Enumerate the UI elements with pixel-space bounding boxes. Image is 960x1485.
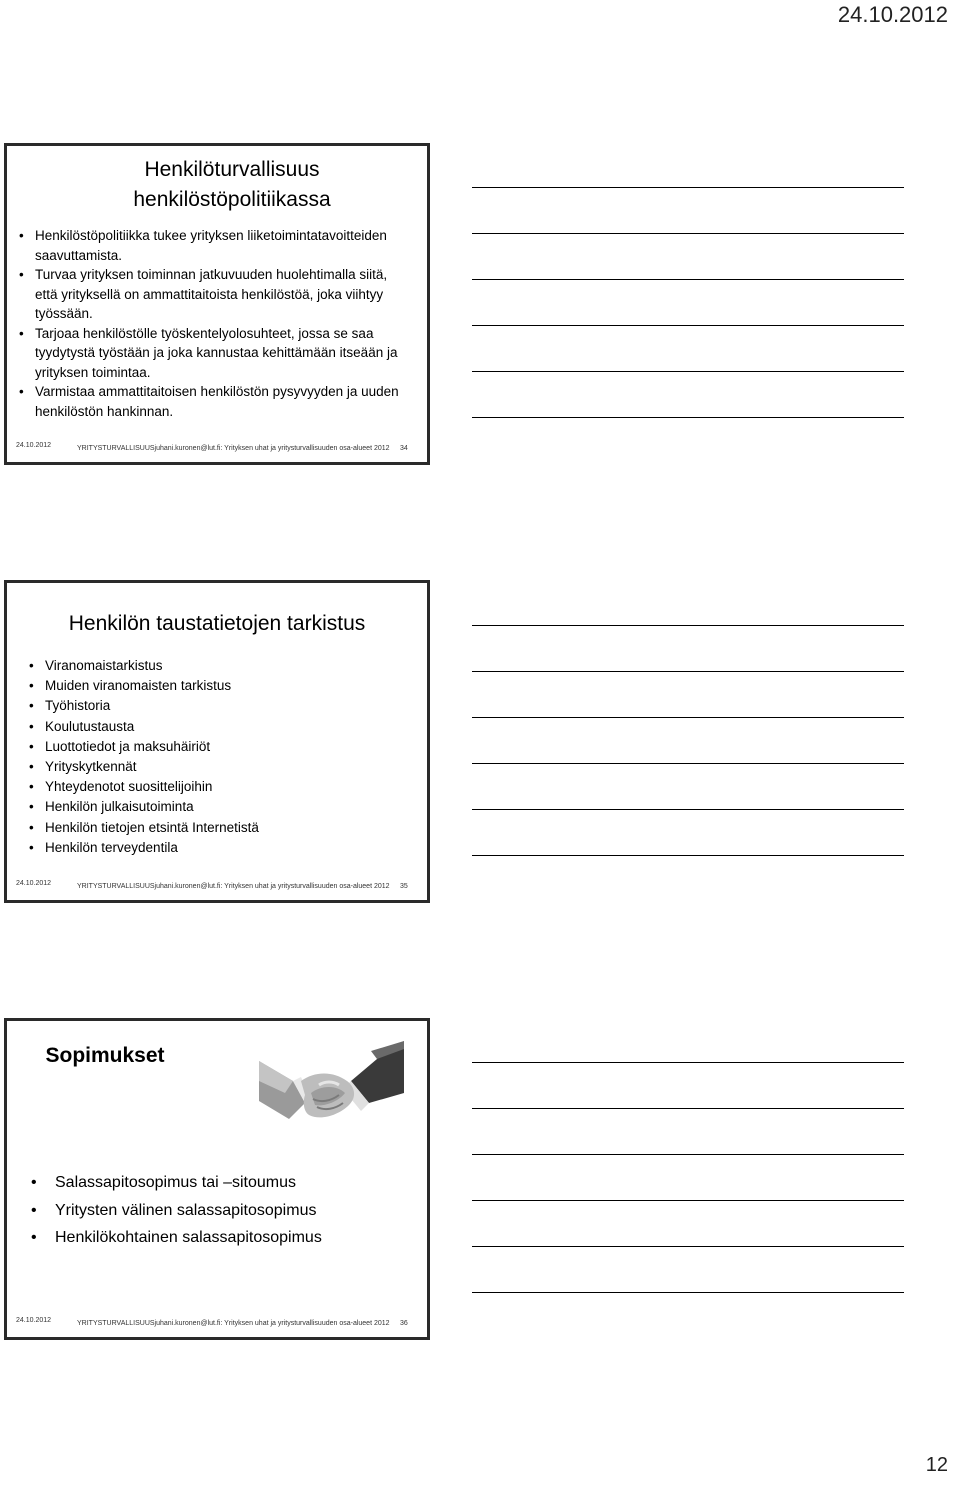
- note-line: [472, 417, 904, 418]
- handshake-icon: [259, 1041, 404, 1141]
- note-line: [472, 233, 904, 234]
- slide-title: Henkilöturvallisuus henkilöstöpolitiikassa: [133, 158, 331, 211]
- slide-34: [4, 143, 430, 465]
- list-item: • Henkilöstöpolitiikka tukee yrityksen liiketoimintatavoitteiden saavuttamista.: [17, 226, 413, 265]
- list-item: • Yritysten välinen salassapitosopimus: [29, 1197, 417, 1225]
- note-line: [472, 671, 904, 672]
- note-line: [472, 1108, 904, 1109]
- note-line: [472, 855, 904, 856]
- note-line: [472, 1200, 904, 1201]
- list-item: • Turvaa yrityksen toiminnan jatkuvuuden huolehtimalla siitä, että yrityksellä on ammattitaitoista henkilöstöä, joka viihtyy työssään.: [17, 265, 413, 324]
- note-line: [472, 1292, 904, 1293]
- slide-footer: [7, 1317, 427, 1329]
- list-item: • Työhistoria: [27, 696, 417, 716]
- list-item: • Yhteydenotot suosittelijoihin: [27, 777, 417, 797]
- list-item: • Henkilökohtainen salassapitosopimus: [29, 1224, 417, 1252]
- note-line: [472, 325, 904, 326]
- list-item: • Luottotiedot ja maksuhäiriöt: [27, 737, 417, 757]
- footer-text: YRITYSTURVALLISUUSjuhani.kuronen@lut.fi: Yrityksen uhat ja yritysturvallisuuden osa-alueet 2012: [77, 883, 390, 890]
- slide-number: 34: [400, 445, 408, 452]
- note-line: [472, 371, 904, 372]
- note-line: [472, 809, 904, 810]
- note-line: [472, 1246, 904, 1247]
- page-number: 12: [925, 1454, 948, 1476]
- list-item: • Varmistaa ammattitaitoisen henkilöstön pysyvyyden ja uuden henkilöstön hankinnan.: [17, 382, 413, 421]
- slide-36: [4, 1018, 430, 1340]
- note-line: [472, 625, 904, 626]
- slide-number: 36: [400, 1320, 408, 1327]
- footer-date: 24.10.2012: [16, 880, 52, 887]
- list-item: • Salassapitosopimus tai –sitoumus: [29, 1169, 417, 1197]
- list-item: • Henkilön julkaisutoiminta: [27, 797, 417, 817]
- list-item: • Henkilön terveydentila: [27, 838, 417, 858]
- bullet-list: [17, 226, 413, 421]
- list-item: • Henkilön tietojen etsintä Internetistä: [27, 818, 417, 838]
- list-item: • Koulutustausta: [27, 717, 417, 737]
- note-line: [472, 187, 904, 188]
- list-item: • Yrityskytkennät: [27, 757, 417, 777]
- slide-footer: [7, 442, 427, 454]
- note-line: [472, 717, 904, 718]
- list-item: • Muiden viranomaisten tarkistus: [27, 676, 417, 696]
- note-line: [472, 1154, 904, 1155]
- slide-title: Sopimukset: [45, 1044, 165, 1067]
- page-date: 24.10.2012: [837, 2, 948, 27]
- note-line: [472, 763, 904, 764]
- note-line: [472, 1062, 904, 1063]
- bullet-list: [27, 656, 417, 858]
- slide-footer: [7, 880, 427, 892]
- footer-date: 24.10.2012: [16, 1317, 52, 1324]
- footer-date: 24.10.2012: [16, 442, 52, 449]
- slide-title: Henkilön taustatietojen tarkistus: [68, 612, 366, 635]
- list-item: • Viranomaistarkistus: [27, 656, 417, 676]
- slide-number: 35: [400, 883, 408, 890]
- list-item: • Tarjoaa henkilöstölle työskentelyolosuhteet, jossa se saa tyydytystä työstään ja joka kannustaa kehittämään itseään ja yrityksen toimintaa.: [17, 324, 413, 383]
- bullet-list: [29, 1169, 417, 1252]
- note-line: [472, 279, 904, 280]
- footer-text: YRITYSTURVALLISUUSjuhani.kuronen@lut.fi: Yrityksen uhat ja yritysturvallisuuden osa-alueet 2012: [77, 1320, 390, 1327]
- footer-text: YRITYSTURVALLISUUSjuhani.kuronen@lut.fi: Yrityksen uhat ja yritysturvallisuuden osa-alueet 2012: [77, 445, 390, 452]
- slide-35: [4, 580, 430, 903]
